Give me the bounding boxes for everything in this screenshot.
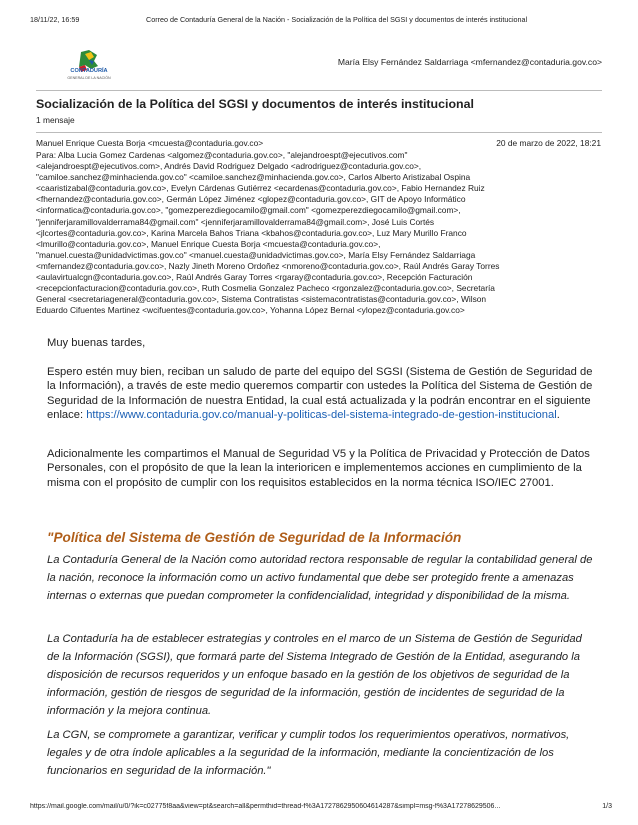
print-title: Correo de Contaduría General de la Nación - Socialización de la Política del SGSI y documentos de interés institucional (146, 15, 528, 24)
policy-title: "Política del Sistema de Gestión de Seguridad de la Información (47, 530, 462, 545)
recipients-line: "manuel.cuesta@unidadvictimas.gov.co" <manuel.cuesta@unidadvictimas.gov.co>, María Elsy Fernández Saldarriaga (36, 249, 476, 260)
recipients-line: "camiloe.sanchez@minhacienda.gov.co" <camiloe.sanchez@minhacienda.gov.co>, Carlos Alberto Aristizabal Ospina (36, 172, 471, 183)
divider (36, 132, 602, 133)
message-sender: Manuel Enrique Cuesta Borja <mcuesta@contaduria.gov.co> (36, 138, 264, 148)
recipients-line: <informatica@contaduria.gov.co>, "gomezperezdiegocamilo@gmail.com" <gomezperezdiegocamilo@gmail.com>, (36, 205, 461, 216)
recipients-line: <fhernandez@contaduria.gov.co>, Germán López Jiménez <glopez@contaduria.gov.co>, GIT de Apoyo Informático (36, 194, 466, 205)
divider (36, 90, 602, 91)
recipients-line: <aulavirtualcgn@contaduria.gov.co>, Raúl Andrés Garay Torres <rgaray@contaduria.gov.co>, Recepción Facturación (36, 272, 473, 283)
recipients (36, 150, 602, 316)
logo-line-1: CONTADURÍA (70, 68, 108, 74)
recipients-line: <mfernandez@contaduria.gov.co>, Nazly Jineth Moreno Ordoñez <nmoreno@contaduria.gov.co>, Raúl Andrés Garay Torres (36, 260, 500, 271)
link-trailing: . (556, 409, 560, 422)
recipients-line: "jenniferjaramillovalderrama84@gmail.com" <jenniferjaramillovalderrama84@gmail.com>, José Luis Cortés (36, 216, 435, 227)
paragraph-intro-text: Espero estén muy bien, reciban un saludo de parte del equipo del SGSI (Sistema de Gestión de Seguridad de la Información), a través de este medio queremos compartir con ustedes la Política del Sistema de Gestión de Seguridad de la Información de nuestra Entidad, la cual está actualizada y la podrán encontrar en el siguiente enlace: (47, 366, 593, 422)
policy-paragraph-1: La Contaduría General de la Nación como autoridad rectora responsable de regular la contabilidad general de la nación, reconoce la información como un activo fundamental que debe ser protegido frente a amenazas internas o externas que puedan comprometer la confidencialidad, integridad y disponibilidad de la misma. (47, 554, 593, 602)
recipients-line: <lmurillo@contaduria.gov.co>, Manuel Enrique Cuesta Borja <mcuesta@contaduria.gov.co>, (36, 238, 381, 249)
paragraph-additional: Adicionalmente les compartimos el Manual de Seguridad V5 y la Política de Privacidad y Protección de Datos Personales, con el propósito de que la lean la interioricen e implementemos acciones en cumplimiento de la misma con el propósito de cumplir con los requisitos establecidos en la norma técnica ISO/IEC 27001. (47, 448, 590, 489)
message-count: 1 mensaje (36, 115, 75, 125)
recipients-line: General <secretariageneral@contaduria.gov.co>, Sistema Contratistas <sistemacontratistas@contaduria.gov.co>, Wilson (36, 294, 487, 305)
recipients-line: Eduardo Cifuentes Martinez <wcifuentes@contaduria.gov.co>, Yohanna López Bernal <ylopez@contaduria.gov.co> (36, 305, 465, 316)
print-footer-url: https://mail.google.com/mail/u/0/?ik=c02775f8aa&view=pt&search=all&permthid=thread-f%3A1727862950604614287&simpl=msg-f%3A17278629506... (30, 803, 501, 810)
greeting: Muy buenas tardes, (47, 337, 146, 349)
recipients-line: <jlcortes@contaduria.gov.co>, Karina Marcela Bahos Triana <kbahos@contaduria.gov.co>, Luz Mary Murillo Franco (36, 227, 467, 238)
recipients-line: Para: Alba Lucia Gomez Cardenas <algomez@contaduria.gov.co>, "alejandroespt@ejecutivos.com" (36, 150, 408, 160)
page-number: 1/3 (602, 803, 612, 810)
recipients-line: <alejandroespt@ejecutivos.com>, Andrés David Rodriguez Delgado <adrodriguez@contaduria.gov.co>, (36, 161, 422, 172)
policy-paragraph-3: La CGN, se compromete a garantizar, verificar y cumplir todos los requerimientos operativos, normativos, legales y de otra índole aplicables a la seguridad de la información, mediante la concientización de los funcionarios en seguridad de la información." (47, 729, 570, 777)
message-date: 20 de marzo de 2022, 18:21 (496, 138, 601, 148)
account-user: María Elsy Fernández Saldarriaga <mfernandez@contaduria.gov.co> (337, 57, 602, 67)
print-datetime: 18/11/22, 16:59 (30, 15, 80, 24)
policy-link[interactable]: https://www.contaduria.gov.co/manual-y-politicas-del-sistema-integrado-de-gestion-institucional (86, 409, 557, 422)
paragraph-intro (47, 365, 593, 423)
recipients-line: <recepcionfacturacion@contaduria.gov.co>, Ruth Cosmelia Gonzalez Pacheco <rgonzalez@contaduria.gov.co>, Secretaría (36, 283, 495, 294)
recipients-line: <caaristizabal@contaduria.gov.co>, Evelyn Cárdenas Gutiérrez <ecardenas@contaduria.gov.co>, Fabio Hernandez Ruiz (36, 183, 485, 194)
logo-line-2: GENERAL DE LA NACIÓN (67, 76, 111, 80)
policy-paragraph-2: La Contaduría ha de establecer estrategias y controles en el marco de un Sistema de Gestión de Seguridad de la Información (SGSI), que formará parte del Sistema Integrado de Gestión de la Entidad, asegurando la disposición de recursos requeridos y un enfoque basado en la gestión de los objetivos de seguridad de la información, gestión de riesgos de seguridad de la información, gestión de incidentes de seguridad de la información y la mejora continua. (47, 633, 582, 717)
cgn-logo-text (66, 68, 112, 82)
thread-subject: Socialización de la Política del SGSI y documentos de interés institucional (36, 97, 474, 111)
